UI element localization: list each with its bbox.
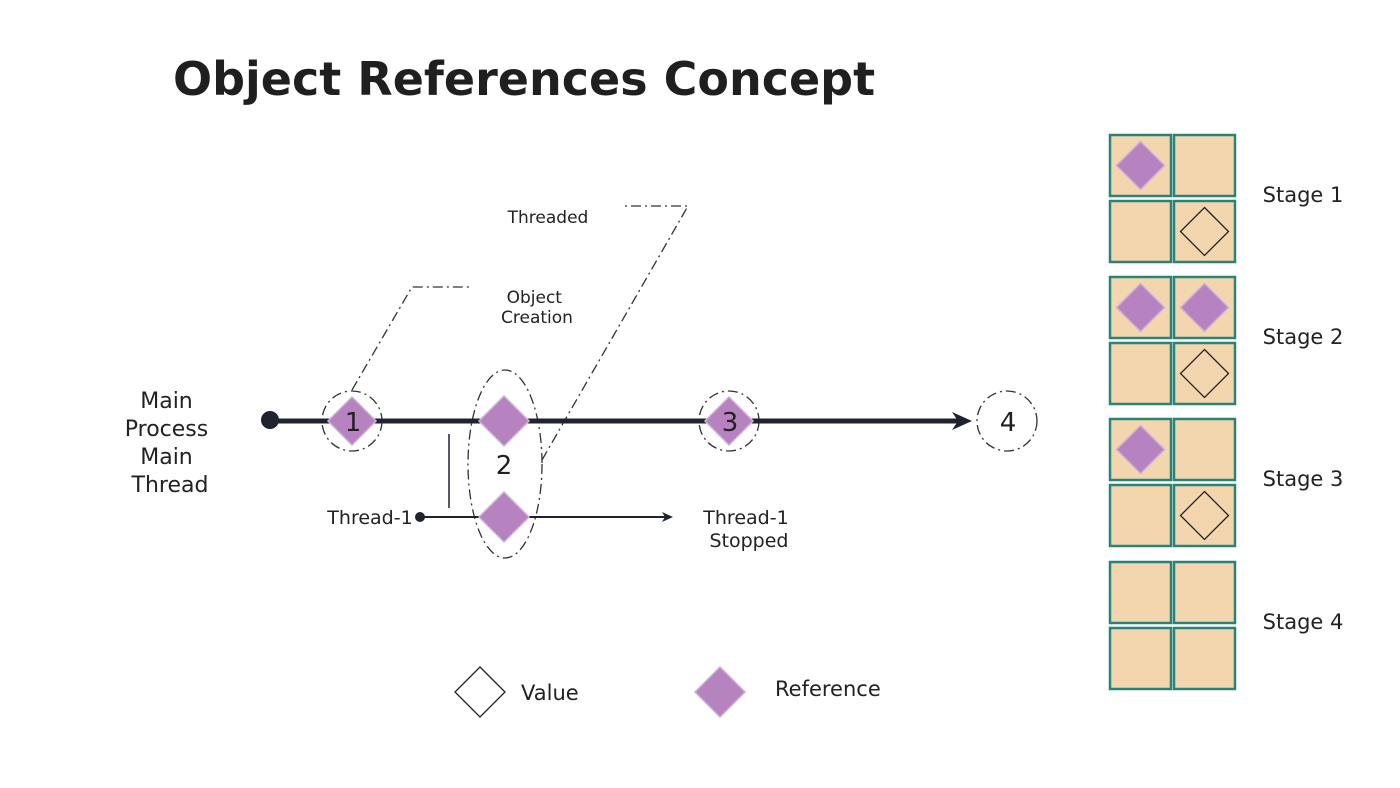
stage-3-label: Stage 3 — [1262, 467, 1344, 491]
stage-4-label: Stage 4 — [1262, 610, 1344, 634]
point-4-number: 4 — [999, 408, 1017, 438]
reference-diamond-point-2-main — [479, 396, 529, 446]
point-1-number: 1 — [344, 408, 362, 438]
stage-1-cell-2 — [1174, 135, 1235, 196]
stage-2-label: Stage 2 — [1262, 325, 1344, 349]
reference-diamond-point-2-thread — [479, 492, 529, 542]
object-creation-callout-line — [352, 287, 472, 390]
object-creation-label: Object Creation — [501, 288, 573, 328]
main-thread-label: Main Process Main Thread — [124, 389, 209, 498]
stage-4-cell-2 — [1174, 562, 1235, 623]
stage-1-cell-4 — [1174, 201, 1235, 262]
stage-3-cell-4 — [1174, 485, 1235, 546]
thread1-stopped-label: Thread-1 Stopped — [703, 507, 789, 552]
stage-4-cell-3 — [1110, 628, 1171, 689]
legend-value-icon — [455, 667, 505, 717]
stage-2-cell-3 — [1110, 343, 1171, 404]
stage-4-cell-4 — [1174, 628, 1235, 689]
stage-3-cell-3 — [1110, 485, 1171, 546]
thread1-label: Thread-1 — [327, 507, 413, 529]
legend-value-label: Value — [521, 681, 579, 705]
stage-4-cell-1 — [1110, 562, 1171, 623]
legend-reference-icon — [695, 667, 745, 717]
legend-reference-label: Reference — [775, 677, 881, 701]
stage-grids — [1110, 135, 1343, 689]
point-3-number: 3 — [721, 408, 739, 438]
stage-3-cell-2 — [1174, 419, 1235, 480]
point-2-number: 2 — [495, 451, 513, 481]
stage-1-label: Stage 1 — [1262, 183, 1344, 207]
stage-1-cell-3 — [1110, 201, 1171, 262]
stage-2-cell-4 — [1174, 343, 1235, 404]
threaded-label: Threaded — [507, 208, 589, 228]
page-title: Object References Concept — [173, 52, 876, 106]
